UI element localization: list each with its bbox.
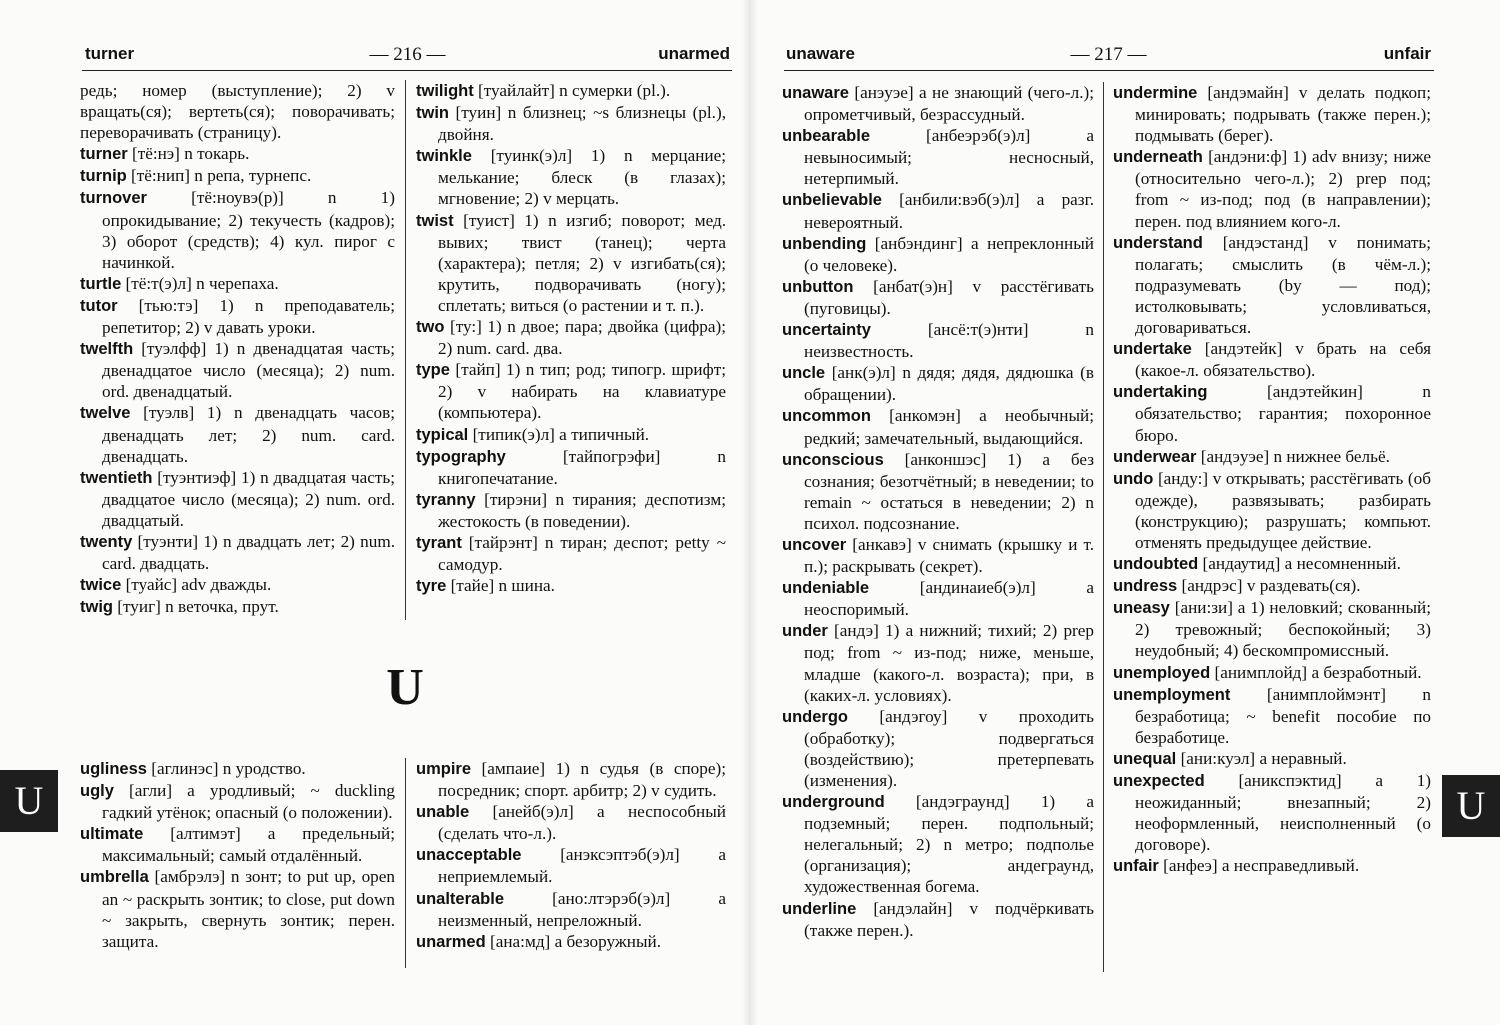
dictionary-entry xyxy=(416,210,726,316)
entry-definition: [анэуэе] a не знающий (чего-л.); опрометчивый, безрассудный. xyxy=(804,83,1094,125)
entry-definition: [андэстанд] v понимать; полагать; смыслить (в чём-л.); подразумевать (by — под); истолковывать; условливаться, договариваться. xyxy=(1135,232,1432,338)
entry-definition: [андинаиеб(э)л] a неоспоримый. xyxy=(804,578,1094,620)
thumb-index-tab-left: U xyxy=(0,770,58,832)
entry-headword: unable xyxy=(416,803,470,822)
entry-definition: [тайп] 1) n тип; род; типогр. шрифт; 2) v набирать на клавиатуре (компьютера). xyxy=(438,360,726,423)
entry-definition: [андэтейкин] n обязательство; гарантия; похоронное бюро. xyxy=(1135,382,1431,445)
entry-headword: uneasy xyxy=(1113,599,1170,618)
dictionary-entry xyxy=(416,758,726,801)
entry-headword: twig xyxy=(80,598,113,617)
entry-definition: [анбат(э)н] v расстёгивать (пуговицы). xyxy=(804,276,1094,318)
entry-headword: unexpected xyxy=(1113,772,1205,790)
entry-headword: unalterable xyxy=(416,889,505,908)
dictionary-entry xyxy=(80,596,395,618)
entry-headword: twinkle xyxy=(416,147,472,166)
entry-headword: undoubted xyxy=(1113,555,1199,574)
dictionary-entry xyxy=(416,102,726,145)
right-page-header xyxy=(786,44,1431,72)
dictionary-entry xyxy=(782,125,1094,189)
dictionary-entry xyxy=(80,866,395,951)
entry-definition: [андэни:ф] 1) adv внизу; ниже (относительно чего-л.); 2) prep под; from ~ из-под; под (в направлении); перен. под влиянием кого-л. xyxy=(1135,147,1431,231)
entry-definition: [туэнтиэф] 1) n двадцатая часть; двадцатое число (месяца); 2) num. ord. двадцатый. xyxy=(102,467,395,530)
entry-definition: [ампаие] 1) n судья (в споре); посредник; спорт. арбитр; 2) v судить. xyxy=(438,759,726,801)
dictionary-entry xyxy=(80,295,395,338)
right-guide-word-last: unfair xyxy=(1383,44,1431,63)
dictionary-entry xyxy=(80,187,395,272)
left-page-column-1-lower xyxy=(80,758,395,952)
entry-definition: [анейб(э)л] a неспособный (сделать что-л.). xyxy=(438,802,727,844)
entry-definition: [ани:куэл] a неравный. xyxy=(1180,748,1347,768)
entry-definition: [андэуэе] n нижнее бельё. xyxy=(1200,446,1390,466)
dictionary-entry xyxy=(1113,146,1431,231)
entry-definition: [тайрэнт] n тиран; деспот; petty ~ самодур. xyxy=(438,532,726,575)
entry-headword: umbrella xyxy=(80,868,149,887)
entry-headword: unacceptable xyxy=(416,846,522,865)
entry-definition: [тё:нэ] n токарь. xyxy=(131,144,250,164)
entry-definition: [андрэс] v раздевать(ся). xyxy=(1181,576,1361,596)
entry-definition: [туиг] n веточка, прут. xyxy=(117,597,279,617)
entry-headword: undo xyxy=(1113,469,1154,488)
dictionary-entry xyxy=(416,359,726,423)
entry-headword: undeniable xyxy=(782,579,870,598)
dictionary-entry xyxy=(80,143,395,165)
dictionary-entry xyxy=(1113,446,1431,468)
dictionary-entry xyxy=(416,145,726,209)
dictionary-entry xyxy=(1113,748,1431,770)
entry-headword: unaware xyxy=(782,84,849,102)
dictionary-entry xyxy=(1113,82,1431,146)
entry-headword: twilight xyxy=(416,82,474,100)
entry-headword: under xyxy=(782,622,828,641)
entry-definition: [амбрэлэ] n зонт; to put up, open an ~ раскрыть зонтик; to close, put down ~ закрыть, свернуть зонтик; перен. защита. xyxy=(102,867,396,951)
dictionary-entry xyxy=(416,801,726,844)
entry-definition: [тайе] n шина. xyxy=(450,576,555,596)
entry-headword: two xyxy=(416,318,445,337)
dictionary-entry xyxy=(416,446,726,489)
entry-headword: twelve xyxy=(80,404,131,423)
entry-headword: turnover xyxy=(80,189,147,208)
entry-definition: [анбэндинг] a непреклонный (о человеке). xyxy=(804,233,1094,275)
entry-definition: [тайпогрэфи] n книгопечатание. xyxy=(438,446,726,488)
entry-headword: ultimate xyxy=(80,825,144,844)
entry-definition: [туист] 1) n изгиб; поворот; мед. вывих; твист (танец); черта (характера); петля; 2) v изгибать(ся); крутить, подворачивать (ногу); сплетать; виться (о растении и т. п.). xyxy=(438,210,727,315)
entry-definition: [анбеэрэб(э)л] a невыносимый; несносный, нетерпимый. xyxy=(804,126,1094,189)
dictionary-entry xyxy=(80,531,395,574)
entry-definition: [анкомэн] a необычный; редкий; замечательный, выдающийся. xyxy=(804,406,1094,448)
entry-headword: tyrant xyxy=(416,533,462,552)
dictionary-entry xyxy=(1113,597,1431,661)
dictionary-entry xyxy=(782,534,1094,577)
entry-headword: type xyxy=(416,361,450,380)
entry-headword: turtle xyxy=(80,274,122,293)
dictionary-entry xyxy=(416,844,726,887)
entry-definition: [туинк(э)л] 1) n мерцание; мелькание; блеск (в глазах); мгновение; 2) v мерцать. xyxy=(438,146,727,209)
dictionary-entry xyxy=(782,189,1094,232)
entry-headword: undertake xyxy=(1113,340,1192,359)
entry-headword: twentieth xyxy=(80,468,153,487)
entry-headword: unbutton xyxy=(782,277,854,296)
dictionary-entry xyxy=(416,532,726,575)
dictionary-entry xyxy=(1113,662,1431,684)
entry-headword: unbelievable xyxy=(782,191,882,210)
column-divider xyxy=(405,80,406,620)
entry-definition: [андэтейк] v брать на себя (какое-л. обязательство). xyxy=(1135,339,1432,381)
dictionary-entry xyxy=(416,931,726,953)
entry-headword: tyranny xyxy=(416,490,476,509)
entry-headword: turnip xyxy=(80,167,127,186)
entry-headword: twin xyxy=(416,104,449,123)
entry-headword: uncertainty xyxy=(782,321,871,340)
entry-definition: [туэнти] 1) n двадцать лет; 2) num. card. двадцать. xyxy=(102,531,396,574)
entry-definition: [ту:] 1) n двое; пара; двойка (цифра); 2) num. card. два. xyxy=(438,317,726,359)
entry-headword: twist xyxy=(416,211,454,230)
entry-definition: [анк(э)л] n дядя; дядя, дядюшка (в обращении). xyxy=(804,363,1094,405)
entry-definition: [анбили:вэб(э)л] a разг. невероятный. xyxy=(804,190,1095,232)
dictionary-entry xyxy=(782,233,1094,276)
dictionary-entry xyxy=(416,888,726,931)
entry-definition: [ани:зи] a 1) неловкий; скованный; 2) тревожный; беспокойный; 3) неудобный; 4) бескомпромиссный. xyxy=(1135,598,1432,661)
entry-headword: twice xyxy=(80,576,122,595)
dictionary-entry xyxy=(1113,855,1431,877)
entry-definition: [тирэни] n тирания; деспотизм; жестокость (в поведении). xyxy=(438,489,726,531)
entry-headword: underwear xyxy=(1113,447,1197,466)
dictionary-entry xyxy=(80,823,395,866)
dictionary-entry xyxy=(1113,553,1431,575)
left-guide-word-last: unarmed xyxy=(658,44,730,63)
entry-definition: [тью:тэ] 1) n преподаватель; репетитор; 2) v давать уроки. xyxy=(102,295,395,338)
entry-definition: [туин] n близнец; ~s близнецы (pl.), двойня. xyxy=(438,103,726,145)
entry-definition: редь; номер (выступление); 2) v вращать(ся); вертеть(ся); поворачивать; переворачивать (страницу). xyxy=(80,81,395,143)
entry-headword: uncover xyxy=(782,535,847,554)
entry-headword: unbending xyxy=(782,234,867,253)
dictionary-entry xyxy=(782,82,1094,125)
dictionary-entry xyxy=(782,791,1094,897)
entry-definition: [ансё:т(э)нти] n неизвестность. xyxy=(804,320,1094,362)
entry-headword: ugliness xyxy=(80,760,147,778)
entry-definition: [туэлв] 1) n двенадцать часов; двенадцать лет; 2) num. card. двенадцать. xyxy=(102,403,396,466)
entry-headword: undergo xyxy=(782,707,848,726)
entry-definition: [андаутид] a несомненный. xyxy=(1202,554,1401,574)
entry-definition: [аглинэс] n уродство. xyxy=(151,759,306,778)
entry-headword: underneath xyxy=(1113,148,1203,167)
column-divider xyxy=(405,758,406,968)
right-page-column-1 xyxy=(782,82,1094,941)
dictionary-entry xyxy=(80,338,395,402)
entry-headword: underground xyxy=(782,793,885,812)
dictionary-entry xyxy=(782,362,1094,405)
dictionary-entry xyxy=(1113,575,1431,597)
dictionary-entry xyxy=(80,780,395,823)
right-header-rule xyxy=(784,70,1434,71)
dictionary-entry xyxy=(782,898,1094,941)
thumb-index-tab-right: U xyxy=(1442,775,1500,837)
entry-headword: underline xyxy=(782,899,857,918)
dictionary-entry xyxy=(80,467,395,531)
entry-definition: [андэлайн] v подчёркивать (также перен.). xyxy=(804,898,1094,940)
entry-definition: [туайлайт] n сумерки (pl.). xyxy=(478,81,671,100)
entry-headword: turner xyxy=(80,145,128,164)
dictionary-entry xyxy=(1113,468,1431,553)
dictionary-entry xyxy=(782,706,1094,791)
entry-definition: [ано:лтэрэб(э)л] a неизменный, непреложный. xyxy=(438,888,726,930)
entry-headword: uncle xyxy=(782,364,826,383)
entry-headword: understand xyxy=(1113,233,1203,252)
dictionary-entry xyxy=(416,80,726,102)
dictionary-entry xyxy=(782,577,1094,620)
left-page-number: — 216 — xyxy=(369,44,446,65)
dictionary-entry xyxy=(1113,770,1431,855)
dictionary-entry xyxy=(80,165,395,187)
entry-headword: typical xyxy=(416,425,469,444)
entry-definition: [андэ] 1) a нижний; тихий; 2) prep под; from ~ из-под; ниже, меньше, младше (какого-л. возраста); при, в (каких-л. условиях). xyxy=(804,621,1094,705)
entry-definition: [анимплоймэнт] n безработица; ~ benefit пособие по безработице. xyxy=(1135,684,1432,747)
entry-definition: [андэмайн] v делать подкоп; минировать; подрывать (также перен.); подмывать (берег). xyxy=(1135,83,1432,146)
dictionary-entry xyxy=(416,316,726,359)
dictionary-entry xyxy=(782,449,1094,534)
entry-headword: uncommon xyxy=(782,407,871,426)
entry-headword: tutor xyxy=(80,296,118,315)
entry-headword: unequal xyxy=(1113,749,1177,768)
entry-definition: [агли] a уродливый; ~ duckling гадкий утёнок; опасный (о положении). xyxy=(102,781,396,823)
entry-headword: undress xyxy=(1113,577,1178,596)
right-page-number: — 217 — xyxy=(1070,44,1147,65)
entry-definition: [анкавэ] v снимать (крышку и т. п.); раскрывать (секрет). xyxy=(804,534,1094,577)
section-letter: U xyxy=(386,659,424,716)
left-page-column-2 xyxy=(416,80,726,597)
entry-definition: [анфеэ] a несправедливый. xyxy=(1163,856,1360,876)
book-gutter xyxy=(742,0,758,1025)
dictionary-entry xyxy=(782,319,1094,362)
dictionary-entry xyxy=(80,402,395,466)
entry-definition: [туэлфф] 1) n двенадцатая часть; двенадцатое число (месяца); 2) num. ord. двенадцатый. xyxy=(102,339,395,402)
entry-definition: [алтимэт] a предельный; максимальный; самый отдалённый. xyxy=(102,824,395,866)
entry-headword: unfair xyxy=(1113,857,1159,876)
dictionary-entry xyxy=(416,489,726,532)
left-guide-word-first: turner xyxy=(85,44,135,63)
entry-headword: tyre xyxy=(416,577,447,596)
entry-definition: [анимплойд] a безработный. xyxy=(1214,662,1422,682)
dictionary-entry xyxy=(80,574,395,596)
left-header-rule xyxy=(82,70,732,71)
dictionary-entry xyxy=(1113,232,1431,338)
entry-headword: twenty xyxy=(80,532,133,551)
dictionary-entry xyxy=(80,273,395,295)
dictionary-entry xyxy=(416,575,726,597)
right-guide-word-first: unaware xyxy=(786,44,855,63)
dictionary-entry xyxy=(782,620,1094,705)
entry-headword: unconscious xyxy=(782,450,884,469)
right-page-column-2 xyxy=(1113,82,1431,877)
entry-definition: [анду:] v открывать; расстёгивать (об одежде), развязывать; разбирать (конструкцию); разрушать; компьют. отменять предыдущее действие. xyxy=(1135,468,1431,552)
entry-headword: undermine xyxy=(1113,84,1198,102)
entry-definition: [анэксэптэб(э)л] a неприемлемый. xyxy=(438,845,727,887)
dictionary-entry xyxy=(416,424,726,446)
column-divider xyxy=(1103,82,1104,972)
entry-definition: [аникспэктид] a 1) неожиданный; внезапный; 2) неоформленный, неисполненный (о договоре). xyxy=(1135,771,1432,855)
entry-definition: [типик(э)л] a типичный. xyxy=(472,424,650,444)
entry-headword: unbearable xyxy=(782,127,871,146)
left-page-header xyxy=(85,44,730,72)
left-page-column-2-lower xyxy=(416,758,726,953)
dictionary-entry xyxy=(782,276,1094,319)
dictionary-entry xyxy=(1113,338,1431,381)
entry-definition: [тё:нип] n репа, турнепс. xyxy=(131,166,312,186)
entry-headword: twelfth xyxy=(80,340,134,359)
entry-definition: [андэграунд] 1) a подземный; перен. подпольный; нелегальный; 2) n метро; подполье (организация); андеграунд, художественная богема. xyxy=(804,792,1094,897)
dictionary-entry xyxy=(80,80,395,143)
dictionary-entry xyxy=(1113,684,1431,748)
left-page-column-1 xyxy=(80,80,395,618)
entry-definition: [туайс] adv дважды. xyxy=(125,575,272,595)
dictionary-entry xyxy=(1113,381,1431,445)
entry-definition: [тё:т(э)л] n черепаха. xyxy=(125,273,279,293)
dictionary-entry xyxy=(80,758,395,780)
entry-headword: umpire xyxy=(416,760,472,778)
entry-headword: ugly xyxy=(80,782,114,801)
entry-definition: [анконшэс] 1) a без сознания; безотчётный; в неведении; to remain ~ остаться в неведении; 2) n психол. подсознание. xyxy=(804,449,1095,533)
entry-headword: typography xyxy=(416,447,506,466)
entry-headword: unemployment xyxy=(1113,685,1231,704)
entry-definition: [тё:ноувэ(р)] n 1) опрокидывание; 2) текучесть (кадров); 3) оборот (средств); 4) кул. пирог с начинкой. xyxy=(102,188,395,272)
entry-headword: unemployed xyxy=(1113,663,1211,682)
entry-definition: [андэгоу] v проходить (обработку); подвергаться (воздействию); претерпевать (изменения). xyxy=(804,706,1095,790)
dictionary-entry xyxy=(782,405,1094,448)
entry-headword: undertaking xyxy=(1113,383,1208,402)
entry-definition: [ана:мд] a безоружный. xyxy=(489,931,661,951)
entry-headword: unarmed xyxy=(416,932,486,951)
